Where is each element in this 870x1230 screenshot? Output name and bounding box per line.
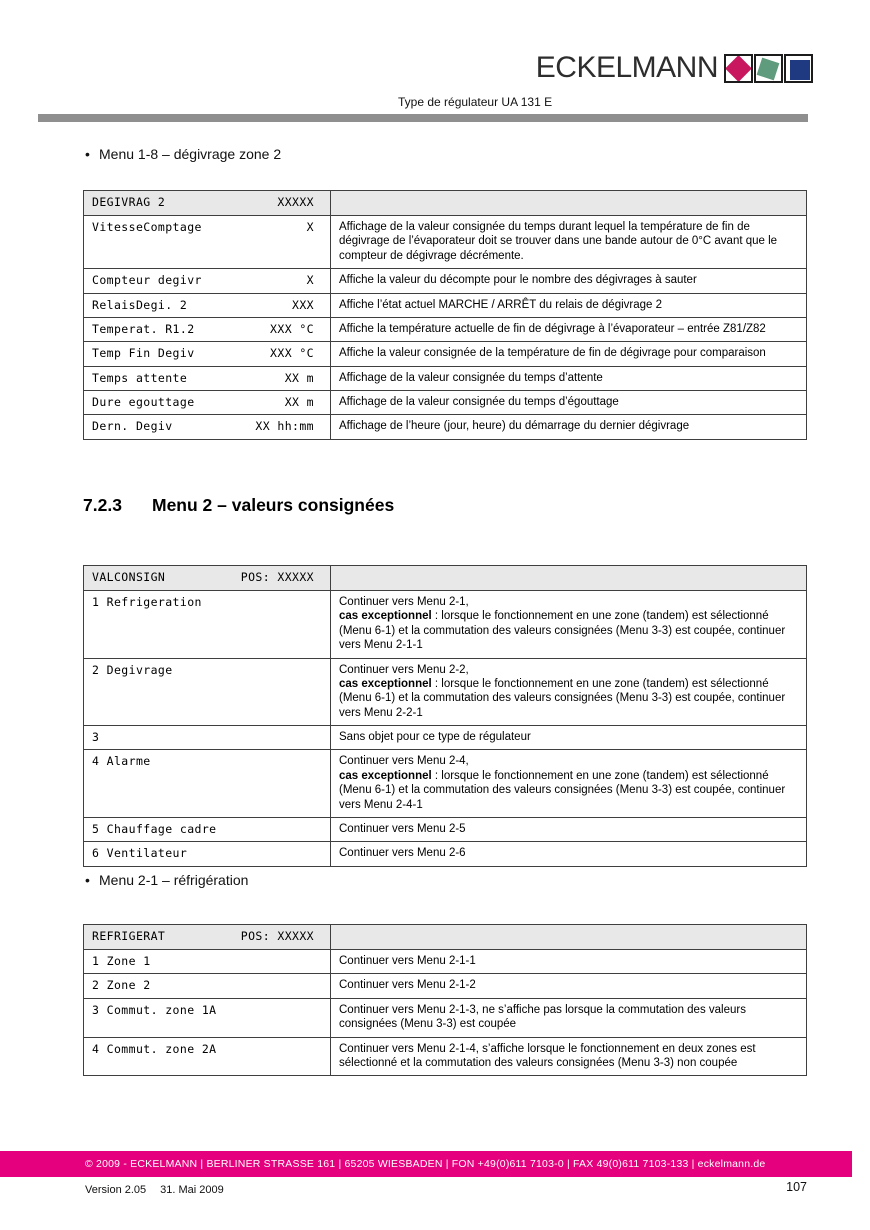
table-row xyxy=(84,842,807,866)
description-line1: Continuer vers Menu 2-1, xyxy=(339,596,469,608)
menu-1-8-label: Menu 1-8 – dégivrage zone 2 xyxy=(99,146,282,162)
table-row xyxy=(84,950,807,974)
param-value: XX m xyxy=(284,370,314,385)
table-row xyxy=(84,415,807,439)
table-title: DEGIVRAG 2 xyxy=(92,195,166,209)
page-number: 107 xyxy=(786,1180,807,1194)
menu-2-1-label: Menu 2-1 – réfrigération xyxy=(99,872,249,888)
menu-item-description xyxy=(331,750,807,818)
menu-item-description: Continuer vers Menu 2-1-4, s’affiche lorsque le fonctionnement en deux zones est sélectionné et la commutation des valeurs consignées (Menu 3-3) non coupée xyxy=(331,1037,807,1076)
header-divider-bar xyxy=(38,114,808,122)
param-description: Affiche la valeur du décompte pour le nombre des dégivrages à sauter xyxy=(331,269,807,293)
menu-item-description: Continuer vers Menu 2-1-2 xyxy=(331,974,807,998)
param-value: XXX xyxy=(292,297,314,312)
version-line xyxy=(85,1184,224,1196)
table-row xyxy=(84,1037,807,1076)
param-name: Temp Fin Degiv xyxy=(92,346,195,361)
section-title: Menu 2 – valeurs consignées xyxy=(152,495,395,515)
menu-item-description: Continuer vers Menu 2-1-1 xyxy=(331,950,807,974)
param-description: Affichage de la valeur consignée du temps durant lequel la température de fin de dégivrage de l’évaporateur doit se trouver dans une bande autour de 0°C avant que le compteur de dégivrage décrémente. xyxy=(331,216,807,269)
eckelmann-logo xyxy=(536,53,813,83)
table-row xyxy=(84,750,807,818)
description-bold: cas exceptionnel xyxy=(339,610,432,623)
section-heading xyxy=(83,495,394,516)
table-header-empty-cell xyxy=(331,566,807,591)
table-title: REFRIGERAT xyxy=(92,929,166,943)
bullet-dot: • xyxy=(85,146,90,162)
table-title: VALCONSIGN xyxy=(92,570,166,584)
logo-squares-icon xyxy=(724,54,813,83)
table-row xyxy=(84,817,807,841)
param-description: Affichage de l’heure (jour, heure) du démarrage du dernier dégivrage xyxy=(331,415,807,439)
description-rest: : lorsque le fonctionnement en une zone (tandem) est sélectionné (Menu 6-1) et la commutation des valeurs consignées (Menu 3-3) est coupée, continuer vers Menu 2-2-1 xyxy=(339,677,786,719)
description-line1: Continuer vers Menu 2-4, xyxy=(339,755,469,768)
refrigerat-table xyxy=(83,924,807,1076)
param-description: Affiche l’état actuel MARCHE / ARRÊT du relais de dégivrage 2 xyxy=(331,293,807,317)
menu-item-name: 3 xyxy=(84,726,331,750)
table-title-value: POS: XXXXX xyxy=(240,570,314,584)
table-row xyxy=(84,216,807,269)
param-name: Dure egouttage xyxy=(92,395,195,409)
description-rest: : lorsque le fonctionnement en une zone (tandem) est sélectionné (Menu 6-1) et la commutation des valeurs consignées (Menu 3-3) est coupée, continuer vers Menu 2-4-1 xyxy=(339,769,786,811)
menu-1-8-bullet xyxy=(85,146,281,162)
table-header-empty-cell xyxy=(331,925,807,950)
menu-item-description: Sans objet pour ce type de régulateur xyxy=(331,726,807,750)
table-header-row xyxy=(84,925,807,950)
logo-green-square-icon xyxy=(754,54,783,83)
param-description: Affichage de la valeur consignée du temps d’attente xyxy=(331,366,807,390)
description-line1: Continuer vers Menu 2-2, xyxy=(339,663,469,676)
table-header-empty-cell xyxy=(331,191,807,216)
param-name: Compteur degivr xyxy=(92,273,202,288)
menu-item-description xyxy=(331,658,807,726)
table-row xyxy=(84,269,807,293)
footer-address-bar xyxy=(0,1151,852,1177)
table-title-value: POS: XXXXX xyxy=(240,929,314,943)
table-title-value: XXXXX xyxy=(277,195,314,209)
menu-item-name: 1 Zone 1 xyxy=(84,950,331,974)
param-description: Affichage de la valeur consignée du temps d’égouttage xyxy=(331,391,807,415)
param-value: X xyxy=(306,220,314,234)
param-value: X xyxy=(306,273,314,288)
description-bold: cas exceptionnel xyxy=(339,677,432,690)
degivrag2-table xyxy=(83,190,807,440)
param-name: Temps attente xyxy=(92,370,188,385)
version-date: 31. Mai 2009 xyxy=(160,1184,224,1196)
section-number: 7.2.3 xyxy=(83,495,122,515)
description-bold: cas exceptionnel xyxy=(339,769,432,782)
table-row xyxy=(84,658,807,726)
table-row xyxy=(84,317,807,341)
param-name: VitesseComptage xyxy=(92,220,202,234)
logo-wordmark: ECKELMANN xyxy=(535,51,718,84)
table-row xyxy=(84,726,807,750)
param-value: XXX °C xyxy=(270,346,314,361)
menu-item-name: 5 Chauffage cadre xyxy=(84,817,331,841)
menu-item-name: 4 Commut. zone 2A xyxy=(84,1037,331,1076)
table-header-row xyxy=(84,566,807,591)
regulator-type-subtitle: Type de régulateur UA 131 E xyxy=(398,95,553,109)
table-row xyxy=(84,391,807,415)
table-row xyxy=(84,342,807,366)
param-value: XXX °C xyxy=(270,321,314,336)
table-header-row xyxy=(84,191,807,216)
logo-blue-square-icon xyxy=(784,54,813,83)
table-row xyxy=(84,293,807,317)
bullet-dot: • xyxy=(85,872,90,888)
description-rest: : lorsque le fonctionnement en une zone (tandem) est sélectionné (Menu 6-1) et la commutation des valeurs consignées (Menu 3-3) est coupée, continuer vers Menu 2-1-1 xyxy=(339,610,786,652)
table-row xyxy=(84,366,807,390)
menu-item-name: 1 Refrigeration xyxy=(84,591,331,659)
valconsign-table xyxy=(83,565,807,867)
footer-address-text: © 2009 - ECKELMANN | BERLINER STRASSE 161 | 65205 WIESBADEN | FON +49(0)611 7103-0 | FAX 49(0)611 7103-133 | eckelmann.de xyxy=(85,1158,766,1170)
logo-magenta-diamond-icon xyxy=(724,54,753,83)
param-name: RelaisDegi. 2 xyxy=(92,297,188,312)
version-label: Version 2.05 xyxy=(85,1184,147,1196)
menu-item-description: Continuer vers Menu 2-1-3, ne s’affiche pas lorsque la commutation des valeurs consignées (Menu 3-3) est coupée xyxy=(331,998,807,1037)
table-row xyxy=(84,998,807,1037)
menu-item-name: 6 Ventilateur xyxy=(84,842,331,866)
param-name: Temperat. R1.2 xyxy=(92,321,195,336)
table-row xyxy=(84,591,807,659)
param-name: Dern. Degiv xyxy=(92,419,173,434)
menu-item-description xyxy=(331,591,807,659)
menu-2-1-bullet xyxy=(85,872,248,888)
menu-item-description: Continuer vers Menu 2-6 xyxy=(331,842,807,866)
menu-item-name: 2 Degivrage xyxy=(84,658,331,726)
table-row xyxy=(84,974,807,998)
menu-item-name: 3 Commut. zone 1A xyxy=(84,998,331,1037)
menu-item-name: 4 Alarme xyxy=(84,750,331,818)
param-description: Affiche la température actuelle de fin de dégivrage à l’évaporateur – entrée Z81/Z82 xyxy=(331,317,807,341)
param-value: XX hh:mm xyxy=(255,419,314,434)
menu-item-description: Continuer vers Menu 2-5 xyxy=(331,817,807,841)
menu-item-name: 2 Zone 2 xyxy=(84,974,331,998)
param-value: XX m xyxy=(284,395,314,409)
param-description: Affiche la valeur consignée de la température de fin de dégivrage pour comparaison xyxy=(331,342,807,366)
